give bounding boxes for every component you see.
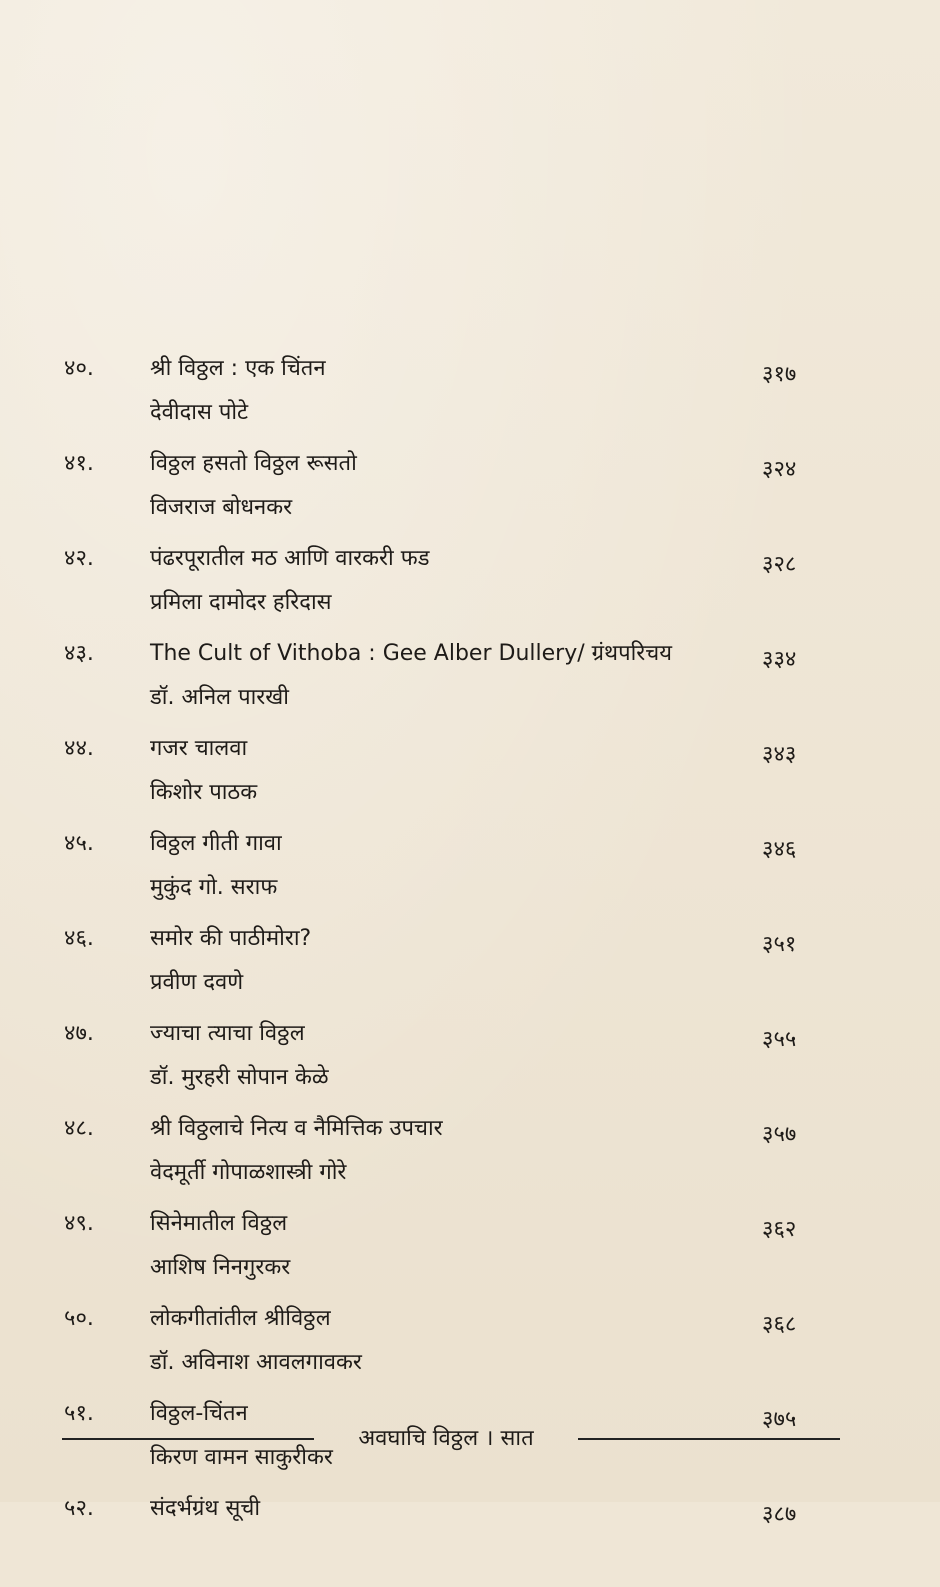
entry-author: विजराज बोधनकर	[150, 495, 293, 520]
footer-rule-left	[62, 1438, 314, 1440]
entry-page-number: ३२८	[762, 552, 797, 577]
entry-author: आशिष निनगुरकर	[150, 1255, 291, 1280]
entry-author: वेदमूर्ती गोपाळशास्त्री गोरे	[150, 1160, 347, 1185]
entry-title: समोर की पाठीमोरा?	[150, 926, 312, 951]
toc-entry	[0, 827, 940, 922]
entry-page-number: ३७५	[762, 1407, 797, 1432]
entry-author: प्रवीण दवणे	[150, 970, 244, 995]
footer-running-title: अवघाचि विठ्ठल । सात	[358, 1426, 534, 1451]
entry-page-number: ३५१	[762, 932, 797, 957]
page-footer	[0, 1418, 940, 1458]
entry-number: ५०.	[64, 1306, 94, 1331]
entry-page-number: ३६२	[762, 1217, 797, 1242]
entry-title: श्री विठ्ठल : एक चिंतन	[150, 356, 326, 381]
entry-author: देवीदास पोटे	[150, 400, 249, 425]
entry-title: पंढरपूरातील मठ आणि वारकरी फड	[150, 546, 430, 571]
entry-page-number: ३१७	[762, 362, 797, 387]
entry-number: ५२.	[64, 1496, 94, 1521]
toc-entry	[0, 447, 940, 542]
entry-title: संदर्भग्रंथ सूची	[150, 1496, 261, 1521]
entry-author: किशोर पाठक	[150, 780, 258, 805]
entry-page-number: ३६८	[762, 1312, 797, 1337]
entry-title: विठ्ठल हसतो विठ्ठल रूसतो	[150, 451, 357, 476]
toc-entry	[0, 352, 940, 447]
entry-title: विठ्ठल गीती गावा	[150, 831, 282, 856]
entry-title: ज्याचा त्याचा विठ्ठल	[150, 1021, 305, 1046]
entry-title: लोकगीतांतील श्रीविठ्ठल	[150, 1306, 331, 1331]
entry-title: विठ्ठल-चिंतन	[150, 1401, 248, 1426]
entry-number: ४९.	[64, 1211, 94, 1236]
entry-page-number: ३४३	[762, 742, 797, 767]
entry-number: ४४.	[64, 736, 94, 761]
entry-number: ४२.	[64, 546, 94, 571]
entry-number: ४६.	[64, 926, 94, 951]
entry-page-number: ३५५	[762, 1027, 797, 1052]
entry-author: डॉ. मुरहरी सोपान केळे	[150, 1065, 329, 1090]
toc-entry	[0, 1207, 940, 1302]
toc-entry	[0, 1112, 940, 1207]
entry-page-number: ३५७	[762, 1122, 797, 1147]
table-of-contents	[0, 352, 940, 1587]
toc-entry	[0, 922, 940, 1017]
footer-rule-right	[578, 1438, 840, 1440]
entry-author: मुकुंद गो. सराफ	[150, 875, 278, 900]
entry-title: गजर चालवा	[150, 736, 248, 761]
toc-entry	[0, 732, 940, 827]
entry-page-number: ३४६	[762, 837, 797, 862]
entry-author: डॉ. अनिल पारखी	[150, 685, 289, 710]
entry-page-number: ३३४	[762, 647, 797, 672]
entry-number: ४८.	[64, 1116, 94, 1141]
entry-title: The Cult of Vithoba : Gee Alber Dullery/ ग्रंथपरिचय	[150, 641, 673, 666]
toc-entry	[0, 542, 940, 637]
entry-number: ४७.	[64, 1021, 94, 1046]
entry-number: ४०.	[64, 356, 94, 381]
toc-entry	[0, 1492, 940, 1587]
entry-number: ४१.	[64, 451, 94, 476]
entry-author: प्रमिला दामोदर हरिदास	[150, 590, 332, 615]
entry-title: श्री विठ्ठलाचे नित्य व नैमित्तिक उपचार	[150, 1116, 443, 1141]
entry-number: ५१.	[64, 1401, 94, 1426]
entry-number: ४५.	[64, 831, 94, 856]
entry-title: सिनेमातील विठ्ठल	[150, 1211, 288, 1236]
entry-number: ४३.	[64, 641, 94, 666]
entry-author: किरण वामन साकुरीकर	[150, 1445, 333, 1470]
toc-entry	[0, 637, 940, 732]
toc-entry	[0, 1017, 940, 1112]
entry-author: डॉ. अविनाश आवलगावकर	[150, 1350, 362, 1375]
entry-page-number: ३२४	[762, 457, 797, 482]
entry-page-number: ३८७	[762, 1502, 797, 1527]
toc-entry	[0, 1302, 940, 1397]
